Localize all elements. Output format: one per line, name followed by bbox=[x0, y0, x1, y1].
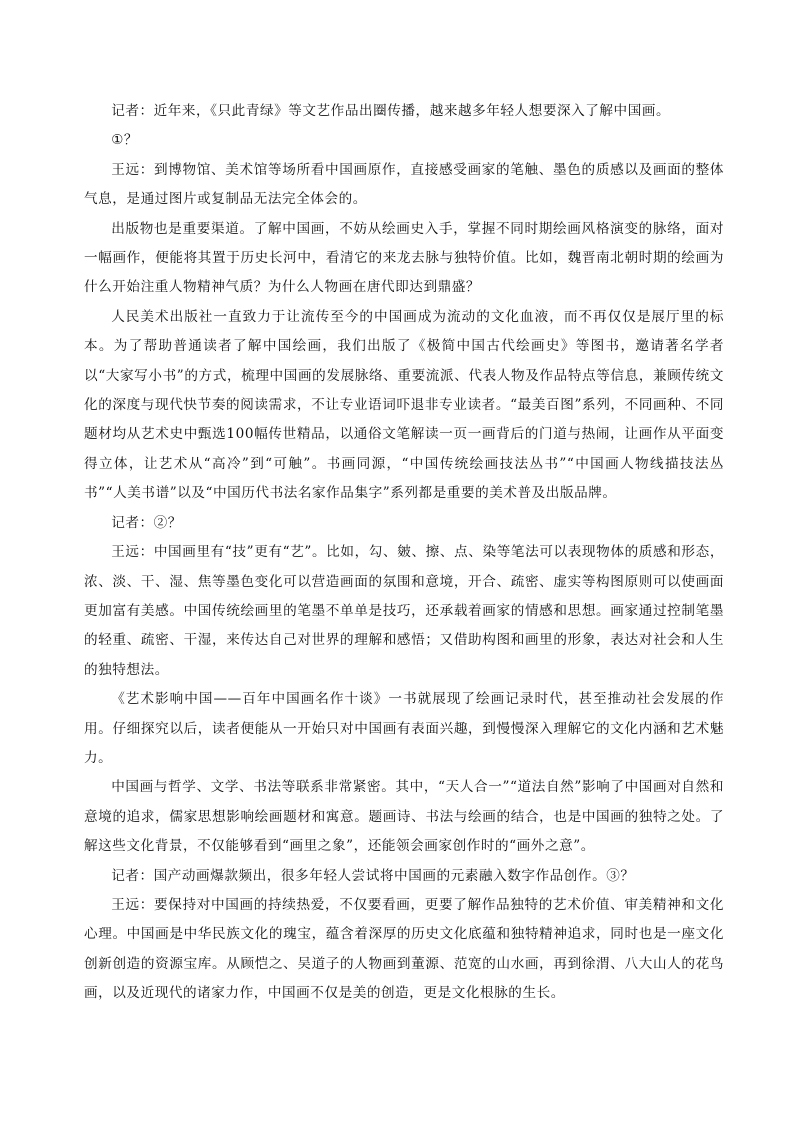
article-body bbox=[84, 97, 724, 1009]
paragraph: 王远：要保持对中国画的持续热爱，不仅要看画，更要了解作品独特的艺术价值、审美精神和文化心理。中国画是中华民族文化的瑰宝，蕴含着深厚的历史文化底蕴和独特精神追求，同时也是一座文化创新创造的资源宝库。从顾恺之、吴道子的人物画到董源、范宽的山水画，再到徐渭、八大山人的花鸟画，以及近现代的诸家力作，中国画不仅是美的创造，更是文化根脉的生长。 bbox=[84, 896, 724, 1002]
paragraph: 《艺术影响中国——百年中国画名作十谈》一书就展现了绘画记录时代，甚至推动社会发展的作用。仔细探究以后，读者便能从一开始只对中国画有表面兴趣，到慢慢深入理解它的文化内涵和艺术魅力。 bbox=[84, 691, 724, 766]
paragraph: 人民美术出版社一直致力于让流传至今的中国画成为流动的文化血液，而不再仅仅是展厅里的标本。为了帮助普通读者了解中国绘画，我们出版了《极简中国古代绘画史》等图书，邀请著名学者以“大家写小书”的方式，梳理中国画的发展脉络、重要流派、代表人物及作品特点等信息，兼顾传统文化的深度与现代快节奏的阅读需求，不让专业语词吓退非专业读者。“最美百图”系列，不同画种、不同题材均从艺术史中甄选100幅传世精品，以通俗文笔解读一页一画背后的门道与热闹，让画作从平面变得立体，让艺术从“高冷”到“可触”。书画同源，“中国传统绘画技法丛书”“中国画人物线描技法丛书”“人美书谱”以及“中国历代书法名家作品集字”系列都是重要的美术普及出版品牌。 bbox=[84, 308, 724, 502]
paragraph: 出版物也是重要渠道。了解中国画，不妨从绘画史入手，掌握不同时期绘画风格演变的脉络，面对一幅画作，便能将其置于历史长河中，看清它的来龙去脉与独特价值。比如，魏晋南北朝时期的绘画为什么开始注重人物精神气质？为什么人物画在唐代即达到鼎盛？ bbox=[84, 220, 724, 296]
paragraph: ①？ bbox=[111, 132, 139, 149]
paragraph: 记者：国产动画爆款频出，很多年轻人尝试将中国画的元素融入数字作品创作。③？ bbox=[111, 867, 635, 884]
paragraph: 中国画与哲学、文学、书法等联系非常紧密。其中，“天人合一”“道法自然”影响了中国画对自然和意境的追求，儒家思想影响绘画题材和寓意。题画诗、书法与绘画的结合，也是中国画的独特之处。了解这些文化背景，不仅能够看到“画里之象”，还能领会画家创作时的“画外之意”。 bbox=[84, 779, 724, 855]
paragraph: 王远：中国画里有“技”更有“艺”。比如，勾、皴、擦、点、染等笔法可以表现物体的质感和形态，浓、淡、干、湿、焦等墨色变化可以营造画面的氛围和意境，开合、疏密、虚实等构图原则可以使画面更加富有美感。中国传统绘画里的笔墨不单单是技巧，还承载着画家的情感和思想。画家通过控制笔墨的轻重、疏密、干湿，来传达自己对世界的理解和感悟；又借助构图和画里的形象，表达对社会和人生的独特想法。 bbox=[84, 544, 724, 678]
paragraph: 记者：②？ bbox=[111, 514, 182, 531]
paragraph: 记者：近年来，《只此青绿》等文艺作品出圈传播，越来越多年轻人想要深入了解中国画。 bbox=[111, 103, 671, 119]
paragraph: 王远：到博物馆、美术馆等场所看中国画原作，直接感受画家的笔触、墨色的质感以及画面的整体气息，是通过图片或复制品无法完全体会的。 bbox=[84, 161, 724, 208]
